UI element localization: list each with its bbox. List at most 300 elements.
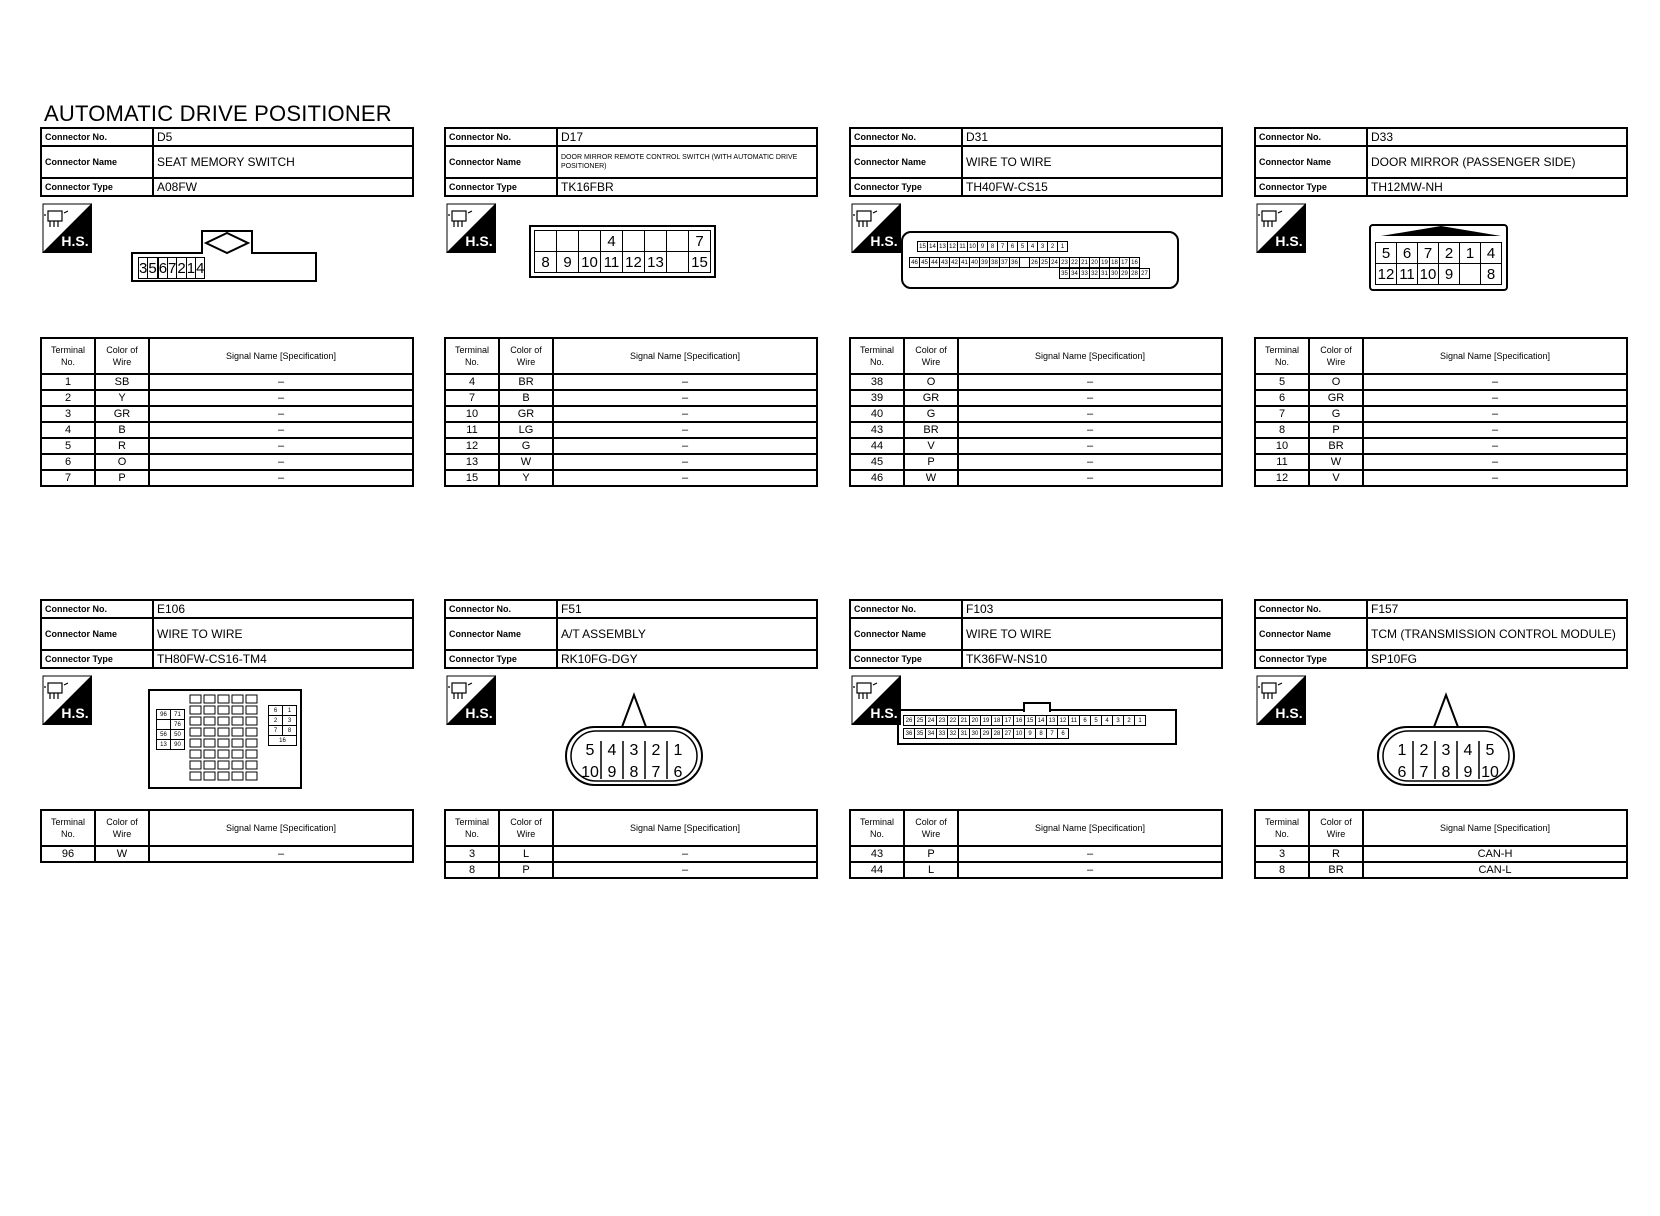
wire-color-cell: V [904, 438, 958, 454]
pin-cell: 24 [1051, 259, 1058, 266]
pin-cell: 2 [1439, 243, 1460, 264]
pin-cell: 6 [1058, 729, 1069, 739]
pin-cell: 33 [937, 729, 948, 739]
pin-cell: 6 [1397, 243, 1418, 264]
signal-name-cell: – [553, 374, 817, 390]
signal-name-header: Signal Name [Specification] [958, 810, 1222, 846]
terminal-no-cell: 5 [41, 438, 95, 454]
pin-cell: 6 [1080, 716, 1091, 726]
terminal-no-cell: 7 [1255, 406, 1309, 422]
terminal-table [444, 809, 818, 879]
pin-cell: 27 [1141, 270, 1148, 277]
pin-label: 6 [1397, 764, 1407, 781]
table-row [445, 406, 817, 422]
pin-cell: 9 [557, 252, 579, 273]
connector-type-value: TH80FW-CS16-TM4 [153, 650, 413, 668]
pin-cell: 15 [689, 252, 711, 273]
pin-cell: 10 [1014, 729, 1025, 739]
pin-label: 5 [1485, 742, 1495, 759]
connector-no-value: D33 [1367, 128, 1627, 146]
pin-cell: 36 [904, 729, 915, 739]
signal-name-cell: – [553, 862, 817, 878]
wire-color-cell: BR [1309, 438, 1363, 454]
signal-name-cell: – [553, 846, 817, 862]
connector-type-label: Connector Type [1255, 650, 1367, 668]
pin-cell: 3 [1038, 242, 1048, 252]
connector-name-label: Connector Name [850, 146, 962, 178]
signal-name-header: Signal Name [Specification] [149, 810, 413, 846]
pin-cell: 4 [601, 231, 623, 252]
table-row [445, 422, 817, 438]
pin-label: 9 [607, 764, 617, 781]
pin-cell: 5 [1376, 243, 1397, 264]
table-row [41, 438, 413, 454]
connector-name-value: TCM (TRANSMISSION CONTROL MODULE) [1367, 618, 1627, 650]
signal-name-cell: – [958, 846, 1222, 862]
connector-type-label: Connector Type [445, 650, 557, 668]
connector-card [40, 599, 414, 959]
signal-name-header: Signal Name [Specification] [1363, 338, 1627, 374]
pin-cell: 28 [1131, 270, 1138, 277]
signal-name-cell: – [958, 422, 1222, 438]
pin-label: 7 [1419, 764, 1429, 781]
table-row [41, 454, 413, 470]
pin-cell: 37 [1001, 259, 1008, 266]
pin-cell: 31 [959, 729, 970, 739]
pin-cell: 44 [931, 259, 938, 266]
pin-cell: 24 [926, 716, 937, 726]
pin-cell: 1 [283, 706, 297, 716]
table-row [850, 422, 1222, 438]
pin-cell: 27 [1003, 729, 1014, 739]
wire-color-header: Color of Wire [1309, 810, 1363, 846]
pin-label: 7 [651, 764, 661, 781]
pin-cell: 11 [601, 252, 623, 273]
wire-color-cell: Y [499, 470, 553, 486]
connector-no-label: Connector No. [1255, 128, 1367, 146]
hs-label: H.S. [1275, 233, 1303, 249]
connector-card [444, 599, 818, 959]
pin-cell: 16 [269, 736, 297, 746]
wire-color-cell: W [499, 454, 553, 470]
terminal-no-cell: 4 [445, 374, 499, 390]
table-row [850, 406, 1222, 422]
terminal-no-cell: 12 [445, 438, 499, 454]
wire-color-cell: W [95, 846, 149, 862]
pin-cell: 76 [171, 720, 185, 730]
pin-label: 5 [585, 742, 595, 759]
signal-name-cell: – [149, 454, 413, 470]
connector-name-label: Connector Name [41, 618, 153, 650]
terminal-no-cell: 8 [1255, 862, 1309, 878]
wire-color-header: Color of Wire [499, 338, 553, 374]
wire-color-cell: L [904, 862, 958, 878]
pin-block-left [156, 709, 185, 750]
terminal-no-cell: 6 [1255, 390, 1309, 406]
wire-color-cell: G [1309, 406, 1363, 422]
pin-cell: 29 [1121, 270, 1128, 277]
pin-cell: 7 [689, 231, 711, 252]
terminal-no-cell: 44 [850, 438, 904, 454]
signal-name-header: Signal Name [Specification] [553, 338, 817, 374]
connector-card [1254, 127, 1628, 487]
pin-cell: 7 [1418, 243, 1439, 264]
terminal-no-cell: 3 [41, 406, 95, 422]
terminal-no-cell: 46 [850, 470, 904, 486]
connector-no-label: Connector No. [445, 600, 557, 618]
pin-cell: 22 [1071, 259, 1078, 266]
wire-color-cell: GR [1309, 390, 1363, 406]
harness-side-icon [851, 675, 901, 725]
table-row [1255, 422, 1627, 438]
pin-cell: 34 [926, 729, 937, 739]
wire-color-header: Color of Wire [499, 810, 553, 846]
terminal-no-header: Terminal No. [445, 338, 499, 374]
hs-label: H.S. [870, 705, 898, 721]
signal-name-cell: – [553, 406, 817, 422]
table-row [850, 374, 1222, 390]
table-row [445, 438, 817, 454]
pin-row-top [903, 715, 1146, 726]
pin-cell: 14 [1036, 716, 1047, 726]
table-row [41, 390, 413, 406]
connector-header-table [40, 599, 414, 669]
pin-cell [667, 231, 689, 252]
wire-color-cell: BR [904, 422, 958, 438]
wire-color-cell: G [499, 438, 553, 454]
pin-cell: 15 [919, 243, 926, 250]
connector-no-label: Connector No. [1255, 600, 1367, 618]
terminal-no-header: Terminal No. [850, 338, 904, 374]
connector-name-value: WIRE TO WIRE [962, 146, 1222, 178]
terminal-no-cell: 1 [41, 374, 95, 390]
pin-cell: 13 [645, 252, 667, 273]
table-row [850, 846, 1222, 862]
table-row [445, 862, 817, 878]
connector-header-table [1254, 127, 1628, 197]
pin-row [138, 257, 205, 279]
wire-color-cell: R [95, 438, 149, 454]
pin-cell: 50 [171, 730, 185, 740]
hs-label: H.S. [465, 705, 493, 721]
pin-cell [667, 252, 689, 273]
signal-name-cell: – [553, 470, 817, 486]
pin-label: 9 [1463, 764, 1473, 781]
table-row [1255, 390, 1627, 406]
connector-header-table [1254, 599, 1628, 669]
connector-type-label: Connector Type [41, 178, 153, 196]
connector-no-value: D31 [962, 128, 1222, 146]
terminal-no-cell: 39 [850, 390, 904, 406]
signal-name-cell: – [149, 470, 413, 486]
pin-cell: 20 [1091, 259, 1098, 266]
pin-cell: 17 [1003, 716, 1014, 726]
signal-name-header: Signal Name [Specification] [958, 338, 1222, 374]
signal-name-header: Signal Name [Specification] [1363, 810, 1627, 846]
connector-face-diagram [148, 689, 302, 789]
pin-cell: 2 [1048, 242, 1058, 252]
pin-cell: 28 [992, 729, 1003, 739]
signal-name-cell: – [1363, 438, 1627, 454]
pin-cell: 9 [978, 242, 988, 252]
wire-color-cell: GR [904, 390, 958, 406]
pin-cell: 35 [1061, 270, 1068, 277]
pin-cell: 13 [157, 740, 171, 750]
table-row [1255, 454, 1627, 470]
pin-cell: 1 [186, 259, 196, 277]
wire-color-cell: LG [499, 422, 553, 438]
wire-color-header: Color of Wire [95, 810, 149, 846]
pin-cell [579, 231, 601, 252]
pin-cell: 4 [1028, 242, 1038, 252]
connector-type-value: TK36FW-NS10 [962, 650, 1222, 668]
pin-cell: 6 [158, 259, 168, 277]
signal-name-cell: – [958, 390, 1222, 406]
table-row [1255, 862, 1627, 878]
pin-cell: 39 [981, 259, 988, 266]
table-row [850, 454, 1222, 470]
table-row [445, 846, 817, 862]
pin-grid [1375, 242, 1502, 285]
connector-key [1381, 224, 1501, 238]
connector-face-diagram [1369, 224, 1508, 291]
signal-name-cell: – [958, 406, 1222, 422]
wire-color-cell: Y [95, 390, 149, 406]
connector-face-diagram [901, 231, 1179, 289]
pin-cell: 21 [1081, 259, 1088, 266]
pin-block-right [268, 705, 297, 746]
pin-cell: 42 [951, 259, 958, 266]
signal-name-cell: – [553, 438, 817, 454]
terminal-no-header: Terminal No. [1255, 338, 1309, 374]
hs-label: H.S. [1275, 705, 1303, 721]
pin-cell: 5 [1091, 716, 1102, 726]
wire-color-cell: V [1309, 470, 1363, 486]
wire-color-cell: P [499, 862, 553, 878]
terminal-table [1254, 809, 1628, 879]
signal-name-cell: – [1363, 422, 1627, 438]
connector-header-table [849, 127, 1223, 197]
connector-name-value: DOOR MIRROR (PASSENGER SIDE) [1367, 146, 1627, 178]
pin-block-center [186, 691, 266, 783]
pin-cell: 18 [992, 716, 1003, 726]
terminal-table [849, 337, 1223, 487]
connector-name-value: SEAT MEMORY SWITCH [153, 146, 413, 178]
connector-type-value: A08FW [153, 178, 413, 196]
pin-cell [645, 231, 667, 252]
wire-color-cell: SB [95, 374, 149, 390]
pin-cell: 30 [970, 729, 981, 739]
wire-color-header: Color of Wire [904, 338, 958, 374]
pin-cell: 1 [1460, 243, 1481, 264]
signal-name-cell: – [149, 390, 413, 406]
pin-cell: 10 [969, 243, 976, 250]
terminal-no-cell: 10 [1255, 438, 1309, 454]
pin-cell: 19 [981, 716, 992, 726]
pin-cell: 43 [941, 259, 948, 266]
connector-no-label: Connector No. [41, 600, 153, 618]
connector-no-value: F157 [1367, 600, 1627, 618]
hs-label: H.S. [61, 705, 89, 721]
signal-name-cell: – [553, 390, 817, 406]
wire-color-cell: P [1309, 422, 1363, 438]
pin-cell: 7 [1047, 729, 1058, 739]
terminal-no-cell: 8 [445, 862, 499, 878]
terminal-table [40, 809, 414, 863]
table-row [41, 422, 413, 438]
pin-cell: 40 [971, 259, 978, 266]
pin-cell: 7 [998, 242, 1008, 252]
connector-outline [564, 689, 704, 793]
connector-no-value: F51 [557, 600, 817, 618]
terminal-no-cell: 45 [850, 454, 904, 470]
wire-color-cell: R [1309, 846, 1363, 862]
connector-type-label: Connector Type [1255, 178, 1367, 196]
terminal-table [444, 337, 818, 487]
pin-cell: 32 [948, 729, 959, 739]
table-row [41, 846, 413, 862]
table-row [850, 390, 1222, 406]
connector-header-table [40, 127, 414, 197]
pin-label: 1 [673, 742, 683, 759]
pin-cell: 5 [1018, 242, 1028, 252]
connector-no-label: Connector No. [445, 128, 557, 146]
pin-cell: 34 [1071, 270, 1078, 277]
connector-outline [1376, 689, 1516, 793]
connector-type-value: TH40FW-CS15 [962, 178, 1222, 196]
pin-cell: 5 [148, 259, 157, 277]
pin-cell: 20 [970, 716, 981, 726]
pin-cell: 8 [988, 242, 998, 252]
pin-cell: 38 [991, 259, 998, 266]
signal-name-cell: – [149, 374, 413, 390]
terminal-no-cell: 11 [1255, 454, 1309, 470]
table-row [1255, 374, 1627, 390]
signal-name-cell: – [958, 862, 1222, 878]
page-title: AUTOMATIC DRIVE POSITIONER [44, 101, 392, 126]
pin-cell [557, 231, 579, 252]
connector-name-label: Connector Name [1255, 146, 1367, 178]
pin-cell: 16 [1131, 259, 1138, 266]
terminal-no-cell: 40 [850, 406, 904, 422]
pin-cell: 2 [1124, 716, 1135, 726]
signal-name-cell: – [958, 438, 1222, 454]
pin-cell: 33 [1081, 270, 1088, 277]
connector-no-value: F103 [962, 600, 1222, 618]
signal-name-header: Signal Name [Specification] [553, 810, 817, 846]
signal-name-cell: – [958, 470, 1222, 486]
pin-cell: 36 [1011, 259, 1018, 266]
signal-name-cell: – [958, 374, 1222, 390]
pin-label: 2 [1419, 742, 1429, 759]
wire-color-cell: B [499, 390, 553, 406]
pin-cell: 12 [623, 252, 645, 273]
terminal-no-header: Terminal No. [850, 810, 904, 846]
pin-cell: 96 [157, 710, 171, 720]
pin-cell: 4 [196, 259, 205, 277]
table-row [1255, 470, 1627, 486]
pin-row-top [917, 241, 1068, 252]
connector-no-label: Connector No. [850, 600, 962, 618]
pin-cell: 8 [283, 726, 297, 736]
terminal-table [1254, 337, 1628, 487]
connector-no-label: Connector No. [41, 128, 153, 146]
pin-cell: 25 [915, 716, 926, 726]
wire-color-header: Color of Wire [904, 810, 958, 846]
wire-color-cell: P [904, 454, 958, 470]
terminal-no-cell: 3 [1255, 846, 1309, 862]
hs-label: H.S. [870, 233, 898, 249]
pin-cell: 11 [1069, 716, 1080, 726]
pin-cell: 3 [139, 259, 148, 277]
signal-name-cell: – [553, 454, 817, 470]
connector-type-value: SP10FG [1367, 650, 1627, 668]
pin-cell: 8 [535, 252, 557, 273]
terminal-no-cell: 96 [41, 846, 95, 862]
connector-header-table [444, 599, 818, 669]
pin-cell: 21 [959, 716, 970, 726]
wire-color-cell: W [904, 470, 958, 486]
signal-name-cell: – [553, 422, 817, 438]
signal-name-cell: – [149, 406, 413, 422]
terminal-no-header: Terminal No. [41, 338, 95, 374]
pin-label: 4 [1463, 742, 1473, 759]
pin-cell: 1 [1058, 242, 1068, 252]
pin-cell: 3 [1113, 716, 1124, 726]
pin-cell: 16 [1014, 716, 1025, 726]
terminal-no-cell: 13 [445, 454, 499, 470]
pin-cell: 7 [168, 259, 177, 277]
wire-color-cell: G [904, 406, 958, 422]
connector-type-label: Connector Type [850, 650, 962, 668]
connector-name-label: Connector Name [41, 146, 153, 178]
terminal-no-cell: 8 [1255, 422, 1309, 438]
connector-no-value: D5 [153, 128, 413, 146]
wire-color-cell: W [1309, 454, 1363, 470]
pin-cell: 23 [1061, 259, 1068, 266]
wire-color-cell: O [1309, 374, 1363, 390]
pin-cell: 13 [1047, 716, 1058, 726]
pin-cell: 23 [937, 716, 948, 726]
terminal-no-cell: 7 [41, 470, 95, 486]
connector-face-diagram [529, 225, 716, 278]
table-row [850, 470, 1222, 486]
connector-name-label: Connector Name [850, 618, 962, 650]
pin-cell: 18 [1111, 259, 1118, 266]
signal-name-cell: – [149, 846, 413, 862]
terminal-no-cell: 12 [1255, 470, 1309, 486]
wire-color-cell: GR [95, 406, 149, 422]
harness-side-icon [851, 203, 901, 253]
pin-label: 8 [1441, 764, 1451, 781]
harness-side-icon [446, 203, 496, 253]
wire-color-cell: BR [1309, 862, 1363, 878]
pin-cell: 12 [949, 243, 956, 250]
terminal-no-header: Terminal No. [445, 810, 499, 846]
wire-color-cell: O [904, 374, 958, 390]
table-row [41, 374, 413, 390]
wire-color-cell: O [95, 454, 149, 470]
pin-label: 1 [1397, 742, 1407, 759]
pin-cell: 30 [1111, 270, 1118, 277]
connector-type-value: TH12MW-NH [1367, 178, 1627, 196]
table-row [41, 470, 413, 486]
pin-grid [534, 230, 711, 273]
connector-card [444, 127, 818, 487]
harness-side-icon [42, 203, 92, 253]
terminal-table [40, 337, 414, 487]
pin-label: 10 [1481, 764, 1499, 781]
